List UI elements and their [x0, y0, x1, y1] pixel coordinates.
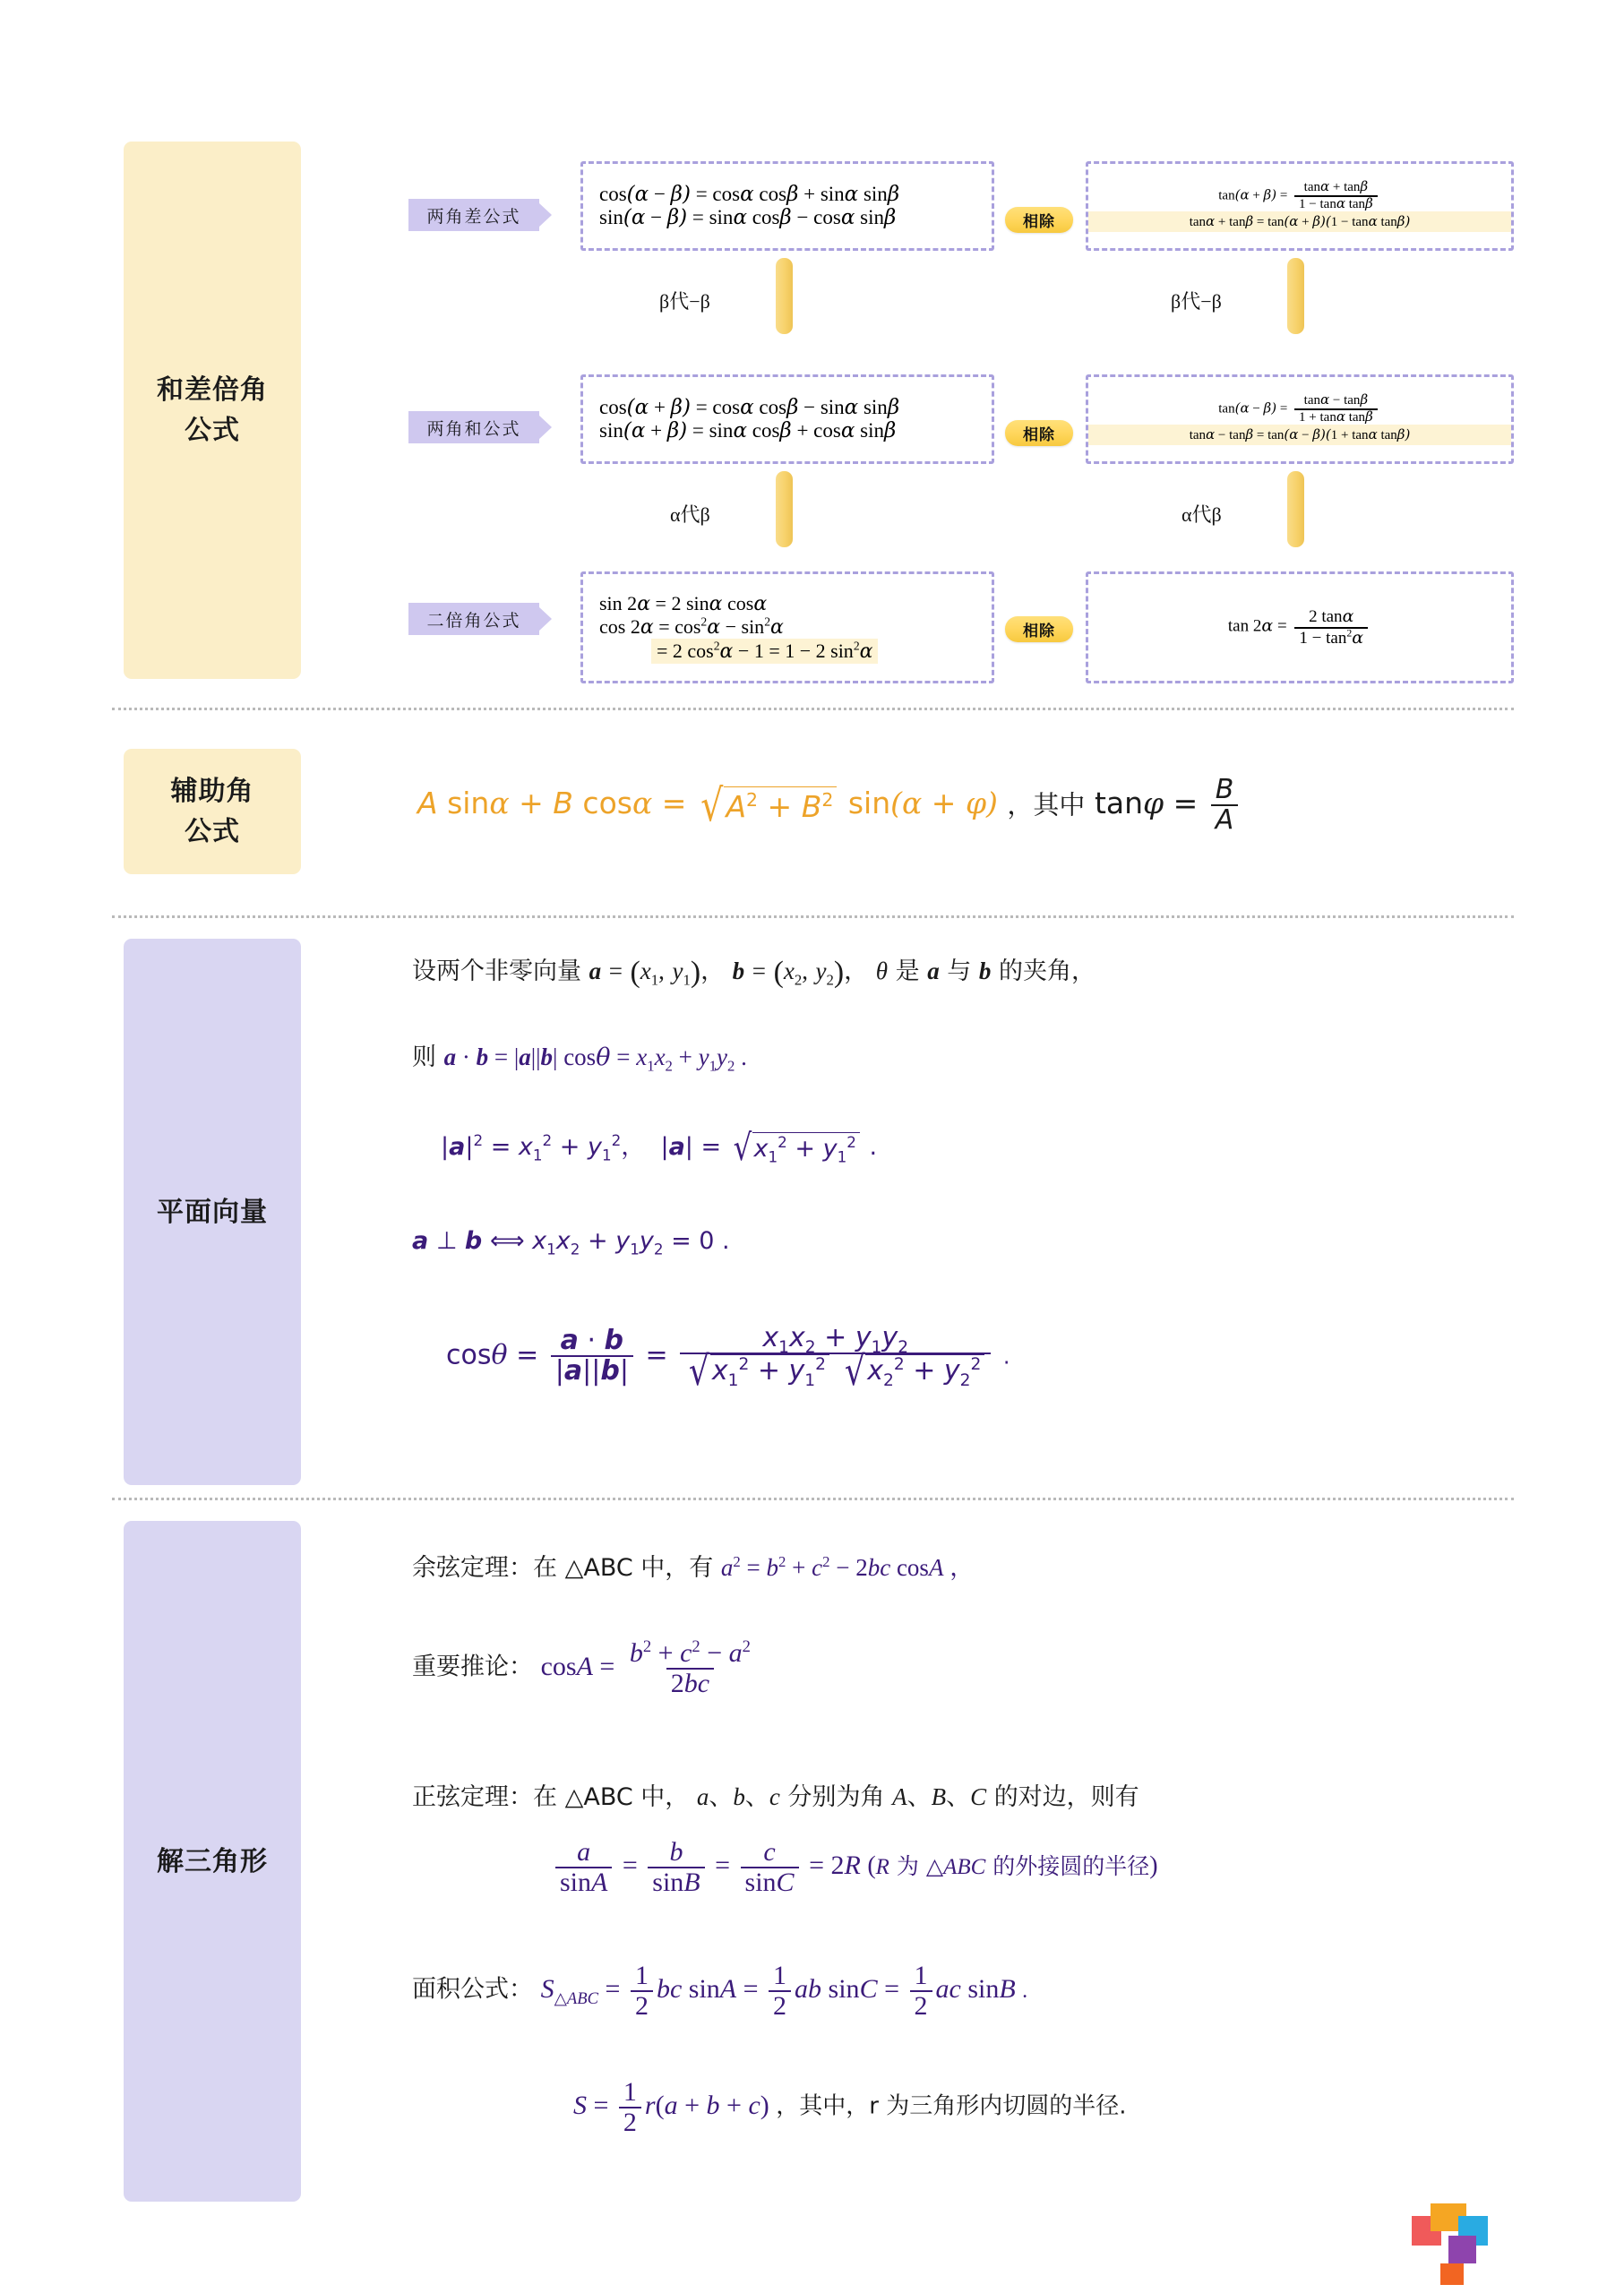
category-line-1: 和差倍角 — [157, 374, 268, 406]
formula-tan-diff-variant: tanα − tanβ = tan(α − β)(1 + tanα tanβ) — [1088, 425, 1511, 445]
sine-law-text-a: 在 △ABC 中， — [533, 1783, 690, 1811]
tag-label: 两角差公式 — [426, 206, 521, 227]
badge-divide-row1 — [1005, 207, 1073, 233]
connector-text: β代−β — [1171, 290, 1222, 313]
formula-tan-sum-variant: tanα + tanβ = tan(α + β)(1 − tanα tanβ) — [1088, 211, 1511, 232]
category-label-solve-triangle — [124, 1521, 301, 2202]
sine-law-text-c: 的对边，则有 — [993, 1783, 1139, 1811]
connector-text: α代β — [1181, 503, 1222, 526]
vector-cos-theta-line: cosθ = $\frac{a \cdot b}{|a||b|}$ = $x_1x_2 + y_1y_2$ √ $x_1^2 + y_1^2$ √ $x_2^2 + y_2^2$ . — [446, 1322, 1010, 1395]
divider-1 — [112, 708, 1514, 710]
tag-label: 二倍角公式 — [426, 610, 521, 631]
area-formula-label: 面积公式： — [412, 1975, 533, 2004]
connector-text: β代−β — [659, 290, 710, 313]
area-formula-line-2: S = $\frac{1}{2}$ r(a + b + c) ，其中，r 为三角形内切圆的半径. — [573, 2077, 1127, 2137]
category-label-auxiliary-angle — [124, 749, 301, 874]
formula-cos-2a: $\cos 2\alpha = \cos^2\alpha - \sin^2\alpha$ — [599, 614, 784, 639]
category-line-1: 解三角形 — [157, 1845, 268, 1877]
connector-label-right-2 — [1181, 500, 1222, 528]
formula-tan-2a: tan 2α = $\frac{2 \tan\alpha}{1 - \tan^2\alpha}$ — [1228, 607, 1371, 647]
divider-3 — [112, 1498, 1514, 1500]
sine-law-text-b: 分别为角 — [787, 1783, 885, 1811]
logo-square-orange-2 — [1440, 2263, 1464, 2285]
tag-difference-formula — [408, 199, 539, 231]
connector-bar-left-1 — [776, 258, 793, 334]
connector-label-left-1 — [659, 287, 710, 314]
sine-law-formula-line: $\frac{a}{\sin A}$ = $\frac{b}{\sin B}$ = $\frac{c}{\sin C}$ = 2R (R 为 △ABC 的外接圆的半径) — [552, 1838, 1158, 1897]
formula-sin-diff: sin(α − β) = sinα cosβ − cosα sinβ — [599, 206, 897, 229]
connector-bar-right-1 — [1287, 258, 1304, 334]
tag-label: 两角和公式 — [426, 418, 521, 439]
category-label-plane-vector — [124, 939, 301, 1485]
cosine-law-label: 余弦定理： — [412, 1554, 533, 1582]
vector-magnitude-line: $|a|^2 = x_1^2 + y_1^2$， |a| = √ $x_1^2 + y_1^2$ . — [441, 1126, 878, 1170]
formula-tan-diff: tan(α − β) = $\frac{\tan\alpha - \tan\beta}{\text{1 + tanα tanβ}}$ — [1218, 393, 1380, 425]
box-difference-sin-cos — [580, 161, 994, 251]
box-difference-tan — [1086, 161, 1514, 251]
connector-bar-right-2 — [1287, 471, 1304, 547]
corollary-label: 重要推论： — [412, 1653, 533, 1681]
sine-law-label: 正弦定理： — [412, 1783, 533, 1811]
box-sum-tan — [1086, 374, 1514, 464]
category-line-2: 公式 — [185, 816, 240, 847]
colored-squares-logo — [1406, 2196, 1505, 2281]
badge-divide-row3 — [1005, 616, 1073, 642]
formula-cos-2a-variant: = 2 $\cos^2\alpha - 1 = 1 - 2$ $\sin^2\alpha$ — [599, 639, 992, 664]
connector-label-right-1 — [1171, 287, 1222, 314]
cosine-law-text: 在 △ABC 中，有 — [533, 1554, 714, 1582]
badge-label: 相除 — [1023, 426, 1055, 444]
divider-2 — [112, 915, 1514, 918]
vector-dot-product-line: 则 a · b = |a||b| $\cos\theta = x_1x_2 + y_1y_2$ . — [412, 1043, 747, 1075]
corollary-line: 重要推论： cosA = $\frac{b^2 + c^2 - a^2}{2bc}$ — [412, 1637, 751, 1698]
box-double-angle-sin-cos — [580, 571, 994, 683]
category-line-1: 辅助角 — [170, 776, 254, 807]
category-line-1: 平面向量 — [157, 1196, 268, 1228]
formula-sin-sum: sin(α + β) = sinα cosβ + cosα sinβ — [599, 419, 897, 442]
cosine-law-line: 余弦定理：在 △ABC 中，有 $a^2 = b^2 + c^2 - 2bc$ cosA ， — [412, 1553, 975, 1582]
badge-divide-row2 — [1005, 420, 1073, 446]
category-line-2: 公式 — [185, 415, 240, 446]
vector-definition-line: 设两个非零向量 $a = (x_1$, $y_1$)， $b = (x_2$, $y_2$)， θ 是 a 与 b 的夹角， — [412, 956, 1096, 989]
vector-perpendicular-line: a ⊥ b ⟺ $x_1x_2 + y_1y_2 = 0$ . — [412, 1227, 730, 1258]
box-double-angle-tan — [1086, 571, 1514, 683]
connector-label-left-2 — [670, 500, 710, 528]
formula-cos-diff: cos(α − β) = cosα cosβ + sinα sinβ — [599, 183, 900, 206]
connector-bar-left-2 — [776, 471, 793, 547]
area-note: ，其中，r 为三角形内切圆的半径. — [776, 2092, 1127, 2120]
formula-cos-sum: cos(α + β) = cosα cosβ − sinα sinβ — [599, 396, 900, 419]
connector-text: α代β — [670, 503, 710, 526]
tag-double-angle-formula — [408, 603, 539, 635]
sine-law-line: 正弦定理：在 △ABC 中， a、b、c 分别为角 A、B、C 的对边，则有 — [412, 1783, 1139, 1811]
formula-auxiliary-angle: A sinα + B cosα = √ $A^2 + B^2$ sin(α + φ) ，其中 tanφ = $\frac{B}{A}$ — [417, 776, 1242, 835]
logo-square-purple — [1448, 2236, 1476, 2263]
badge-label: 相除 — [1023, 213, 1055, 231]
tag-sum-formula — [408, 411, 539, 443]
category-label-sum-difference — [124, 142, 301, 679]
formula-sin-2a: sin 2α = 2 sinα cosα — [599, 591, 768, 615]
formula-tan-sum: tan(α + β) = $\frac{\tan\alpha + \tan\beta}{\text{1 − tanα tanβ}}$ — [1218, 180, 1380, 212]
badge-label: 相除 — [1023, 623, 1055, 640]
area-formula-line-1: 面积公式： $S_{\triangle ABC}$ = $\frac{1}{2}$ bc sinA = $\frac{1}{2}$ ab sinC = $\frac{1}{2}$ ac sinB . — [412, 1961, 1028, 2021]
box-sum-sin-cos — [580, 374, 994, 464]
